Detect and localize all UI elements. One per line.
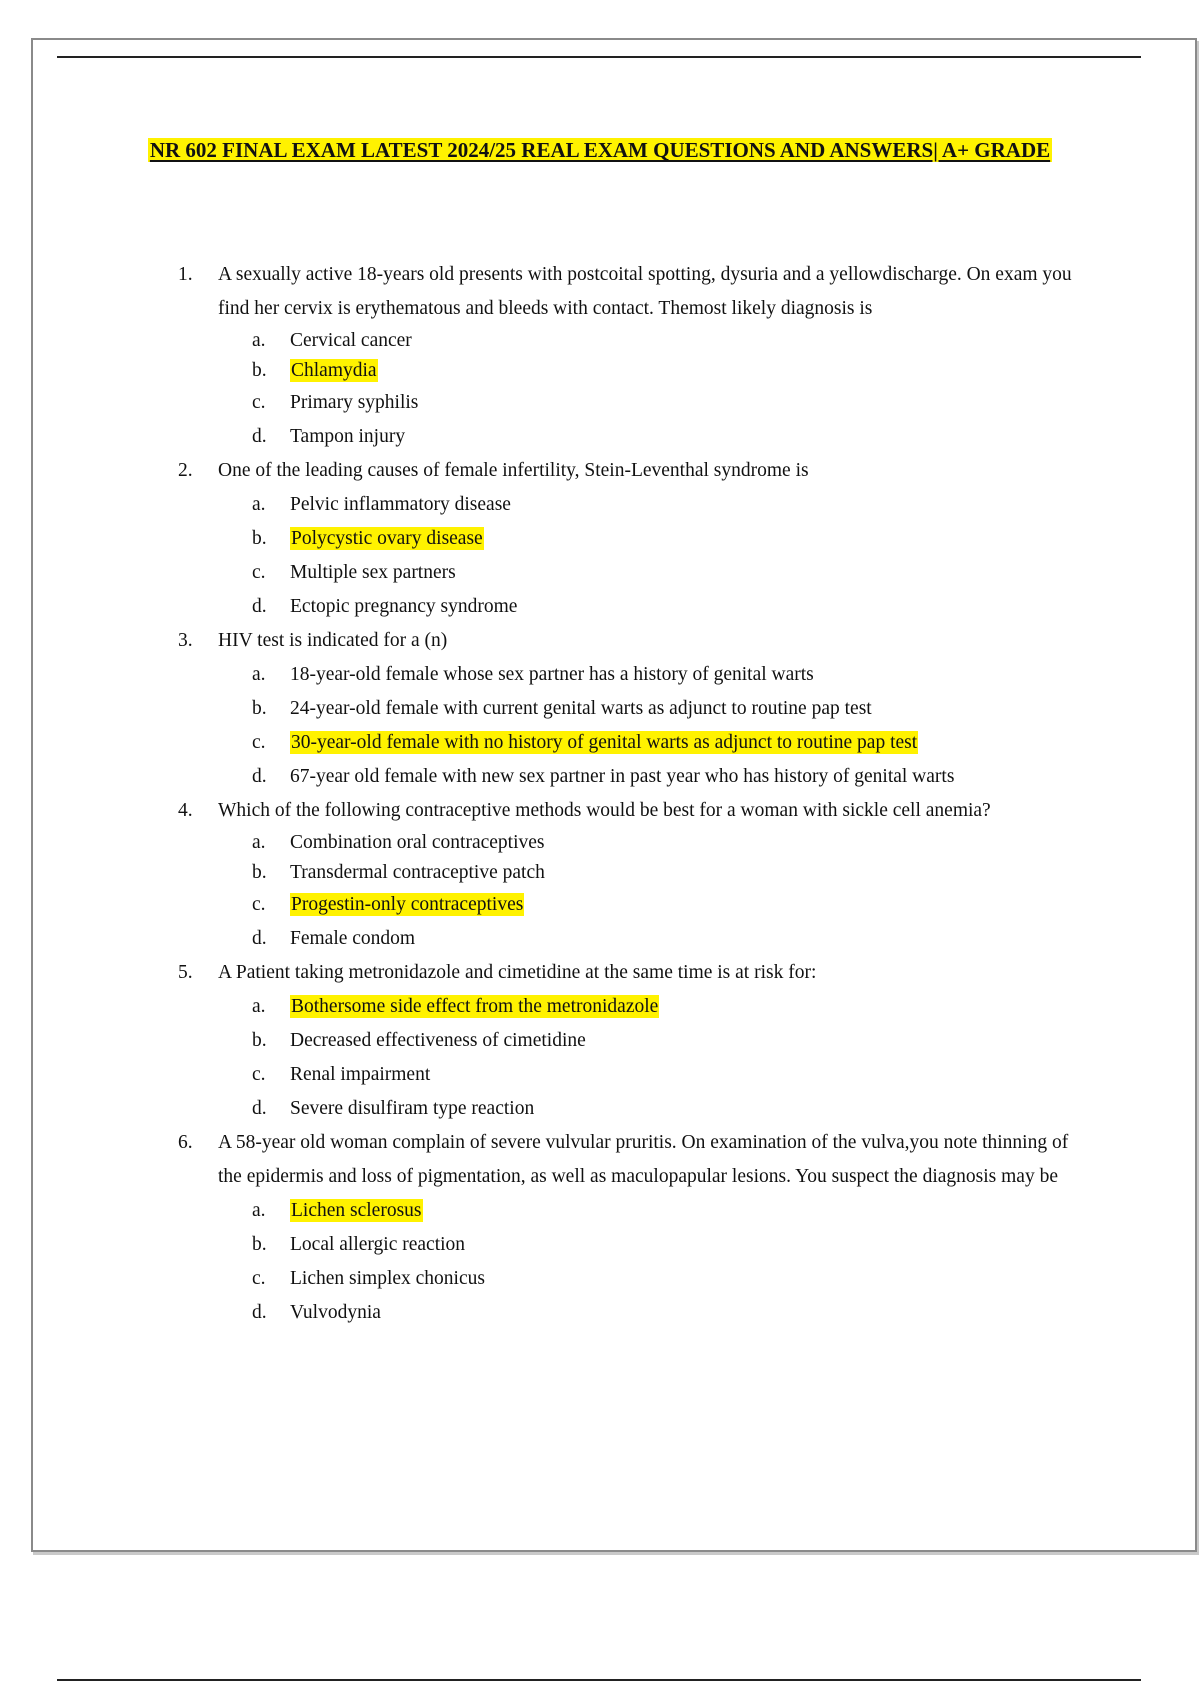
question-number: 4. xyxy=(178,800,193,821)
option-list xyxy=(218,658,1078,794)
option-3d xyxy=(252,760,1078,794)
option-3a xyxy=(252,658,1078,692)
option-letter: c. xyxy=(252,1268,266,1289)
option-text: 18-year-old female whose sex partner has a history of genital warts xyxy=(290,664,814,685)
option-letter: a. xyxy=(252,330,266,351)
option-letter: b. xyxy=(252,360,267,381)
option-letter: d. xyxy=(252,766,267,787)
option-2c xyxy=(252,556,1078,590)
option-letter: c. xyxy=(252,1064,266,1085)
question-list xyxy=(178,258,1078,1330)
option-5a xyxy=(252,990,1078,1024)
question-text: A Patient taking metronidazole and cimetidine at the same time is at risk for: xyxy=(218,962,817,983)
question-number: 1. xyxy=(178,264,193,285)
question-text: A 58-year old woman complain of severe vulvular pruritis. On examination of the vulva,you note thinning of the epidermis and loss of pigmentation, as well as maculopapular lesions. You suspect the diagnosis may be xyxy=(218,1132,1069,1187)
option-4d xyxy=(252,922,1078,956)
option-text: Ectopic pregnancy syndrome xyxy=(290,596,518,617)
option-text: Pelvic inflammatory disease xyxy=(290,494,511,515)
option-letter: c. xyxy=(252,392,266,413)
correct-answer-highlight: Lichen sclerosus xyxy=(291,1200,422,1221)
option-letter: a. xyxy=(252,996,266,1017)
option-letter: d. xyxy=(252,426,267,447)
option-3b xyxy=(252,692,1078,726)
option-6b xyxy=(252,1228,1078,1262)
option-6c xyxy=(252,1262,1078,1296)
option-5b xyxy=(252,1024,1078,1058)
option-5d xyxy=(252,1092,1078,1126)
option-text: Vulvodynia xyxy=(290,1302,381,1323)
option-letter: d. xyxy=(252,928,267,949)
option-text: Multiple sex partners xyxy=(290,562,456,583)
correct-answer-highlight: Chlamydia xyxy=(291,360,377,381)
option-letter: c. xyxy=(252,894,266,915)
option-1a xyxy=(252,326,1078,356)
footer-rule xyxy=(57,1679,1141,1681)
option-letter: b. xyxy=(252,528,267,549)
question-text: One of the leading causes of female infertility, Stein-Leventhal syndrome is xyxy=(218,460,809,481)
option-4c xyxy=(252,888,1078,922)
question-4 xyxy=(178,794,1078,956)
option-1c xyxy=(252,386,1078,420)
correct-answer-highlight: Bothersome side effect from the metronidazole xyxy=(291,996,659,1017)
option-1d xyxy=(252,420,1078,454)
question-number: 2. xyxy=(178,460,193,481)
option-letter: c. xyxy=(252,562,266,583)
option-4a xyxy=(252,828,1078,858)
option-letter: a. xyxy=(252,494,266,515)
option-list xyxy=(218,326,1078,454)
option-letter: d. xyxy=(252,596,267,617)
question-2 xyxy=(178,454,1078,624)
option-letter: b. xyxy=(252,862,267,883)
option-4b xyxy=(252,858,1078,888)
question-text: HIV test is indicated for a (n) xyxy=(218,630,448,651)
question-1 xyxy=(178,258,1078,454)
option-6a xyxy=(252,1194,1078,1228)
option-letter: b. xyxy=(252,698,267,719)
question-6 xyxy=(178,1126,1078,1330)
option-3c xyxy=(252,726,1078,760)
option-list xyxy=(218,488,1078,624)
question-number: 6. xyxy=(178,1132,193,1153)
option-letter: a. xyxy=(252,832,266,853)
option-text: Local allergic reaction xyxy=(290,1234,466,1255)
option-1b xyxy=(252,356,1078,386)
option-5c xyxy=(252,1058,1078,1092)
option-text: Transdermal contraceptive patch xyxy=(290,862,545,883)
question-text: A sexually active 18-years old presents with postcoital spotting, dysuria and a yellowdischarge. On exam you find her cervix is erythematous and bleeds with contact. Themost likely diagnosis is xyxy=(218,264,1072,319)
option-text: Lichen simplex chonicus xyxy=(290,1268,485,1289)
option-2d xyxy=(252,590,1078,624)
option-6d xyxy=(252,1296,1078,1330)
option-list xyxy=(218,828,1078,956)
question-text: Which of the following contraceptive methods would be best for a woman with sickle cell anemia? xyxy=(218,800,991,821)
option-letter: a. xyxy=(252,1200,266,1221)
document-title xyxy=(0,136,1200,164)
option-list xyxy=(218,990,1078,1126)
question-5 xyxy=(178,956,1078,1126)
option-text: Decreased effectiveness of cimetidine xyxy=(290,1030,586,1051)
option-text: Renal impairment xyxy=(290,1064,431,1085)
option-letter: b. xyxy=(252,1234,267,1255)
option-text: Cervical cancer xyxy=(290,330,412,351)
option-text: Tampon injury xyxy=(290,426,406,447)
question-number: 5. xyxy=(178,962,193,983)
correct-answer-highlight: Progestin-only contraceptives xyxy=(291,894,524,915)
question-number: 3. xyxy=(178,630,193,651)
header-rule xyxy=(57,56,1141,58)
option-letter: c. xyxy=(252,732,266,753)
option-letter: a. xyxy=(252,664,266,685)
option-list xyxy=(218,1194,1078,1330)
option-text: 67-year old female with new sex partner in past year who has history of genital warts xyxy=(290,766,955,787)
option-text: Severe disulfiram type reaction xyxy=(290,1098,535,1119)
option-letter: d. xyxy=(252,1098,267,1119)
option-2b xyxy=(252,522,1078,556)
option-text: Primary syphilis xyxy=(290,392,419,413)
option-text: 24-year-old female with current genital warts as adjunct to routine pap test xyxy=(290,698,872,719)
document-title-text: NR 602 FINAL EXAM LATEST 2024/25 REAL EXAM QUESTIONS AND ANSWERS| A+ GRADE xyxy=(149,138,1051,162)
question-3 xyxy=(178,624,1078,794)
option-letter: d. xyxy=(252,1302,267,1323)
option-letter: b. xyxy=(252,1030,267,1051)
option-text: Female condom xyxy=(290,928,416,949)
option-text: Combination oral contraceptives xyxy=(290,832,545,853)
correct-answer-highlight: Polycystic ovary disease xyxy=(291,528,483,549)
correct-answer-highlight: 30-year-old female with no history of genital warts as adjunct to routine pap test xyxy=(291,732,918,753)
option-2a xyxy=(252,488,1078,522)
